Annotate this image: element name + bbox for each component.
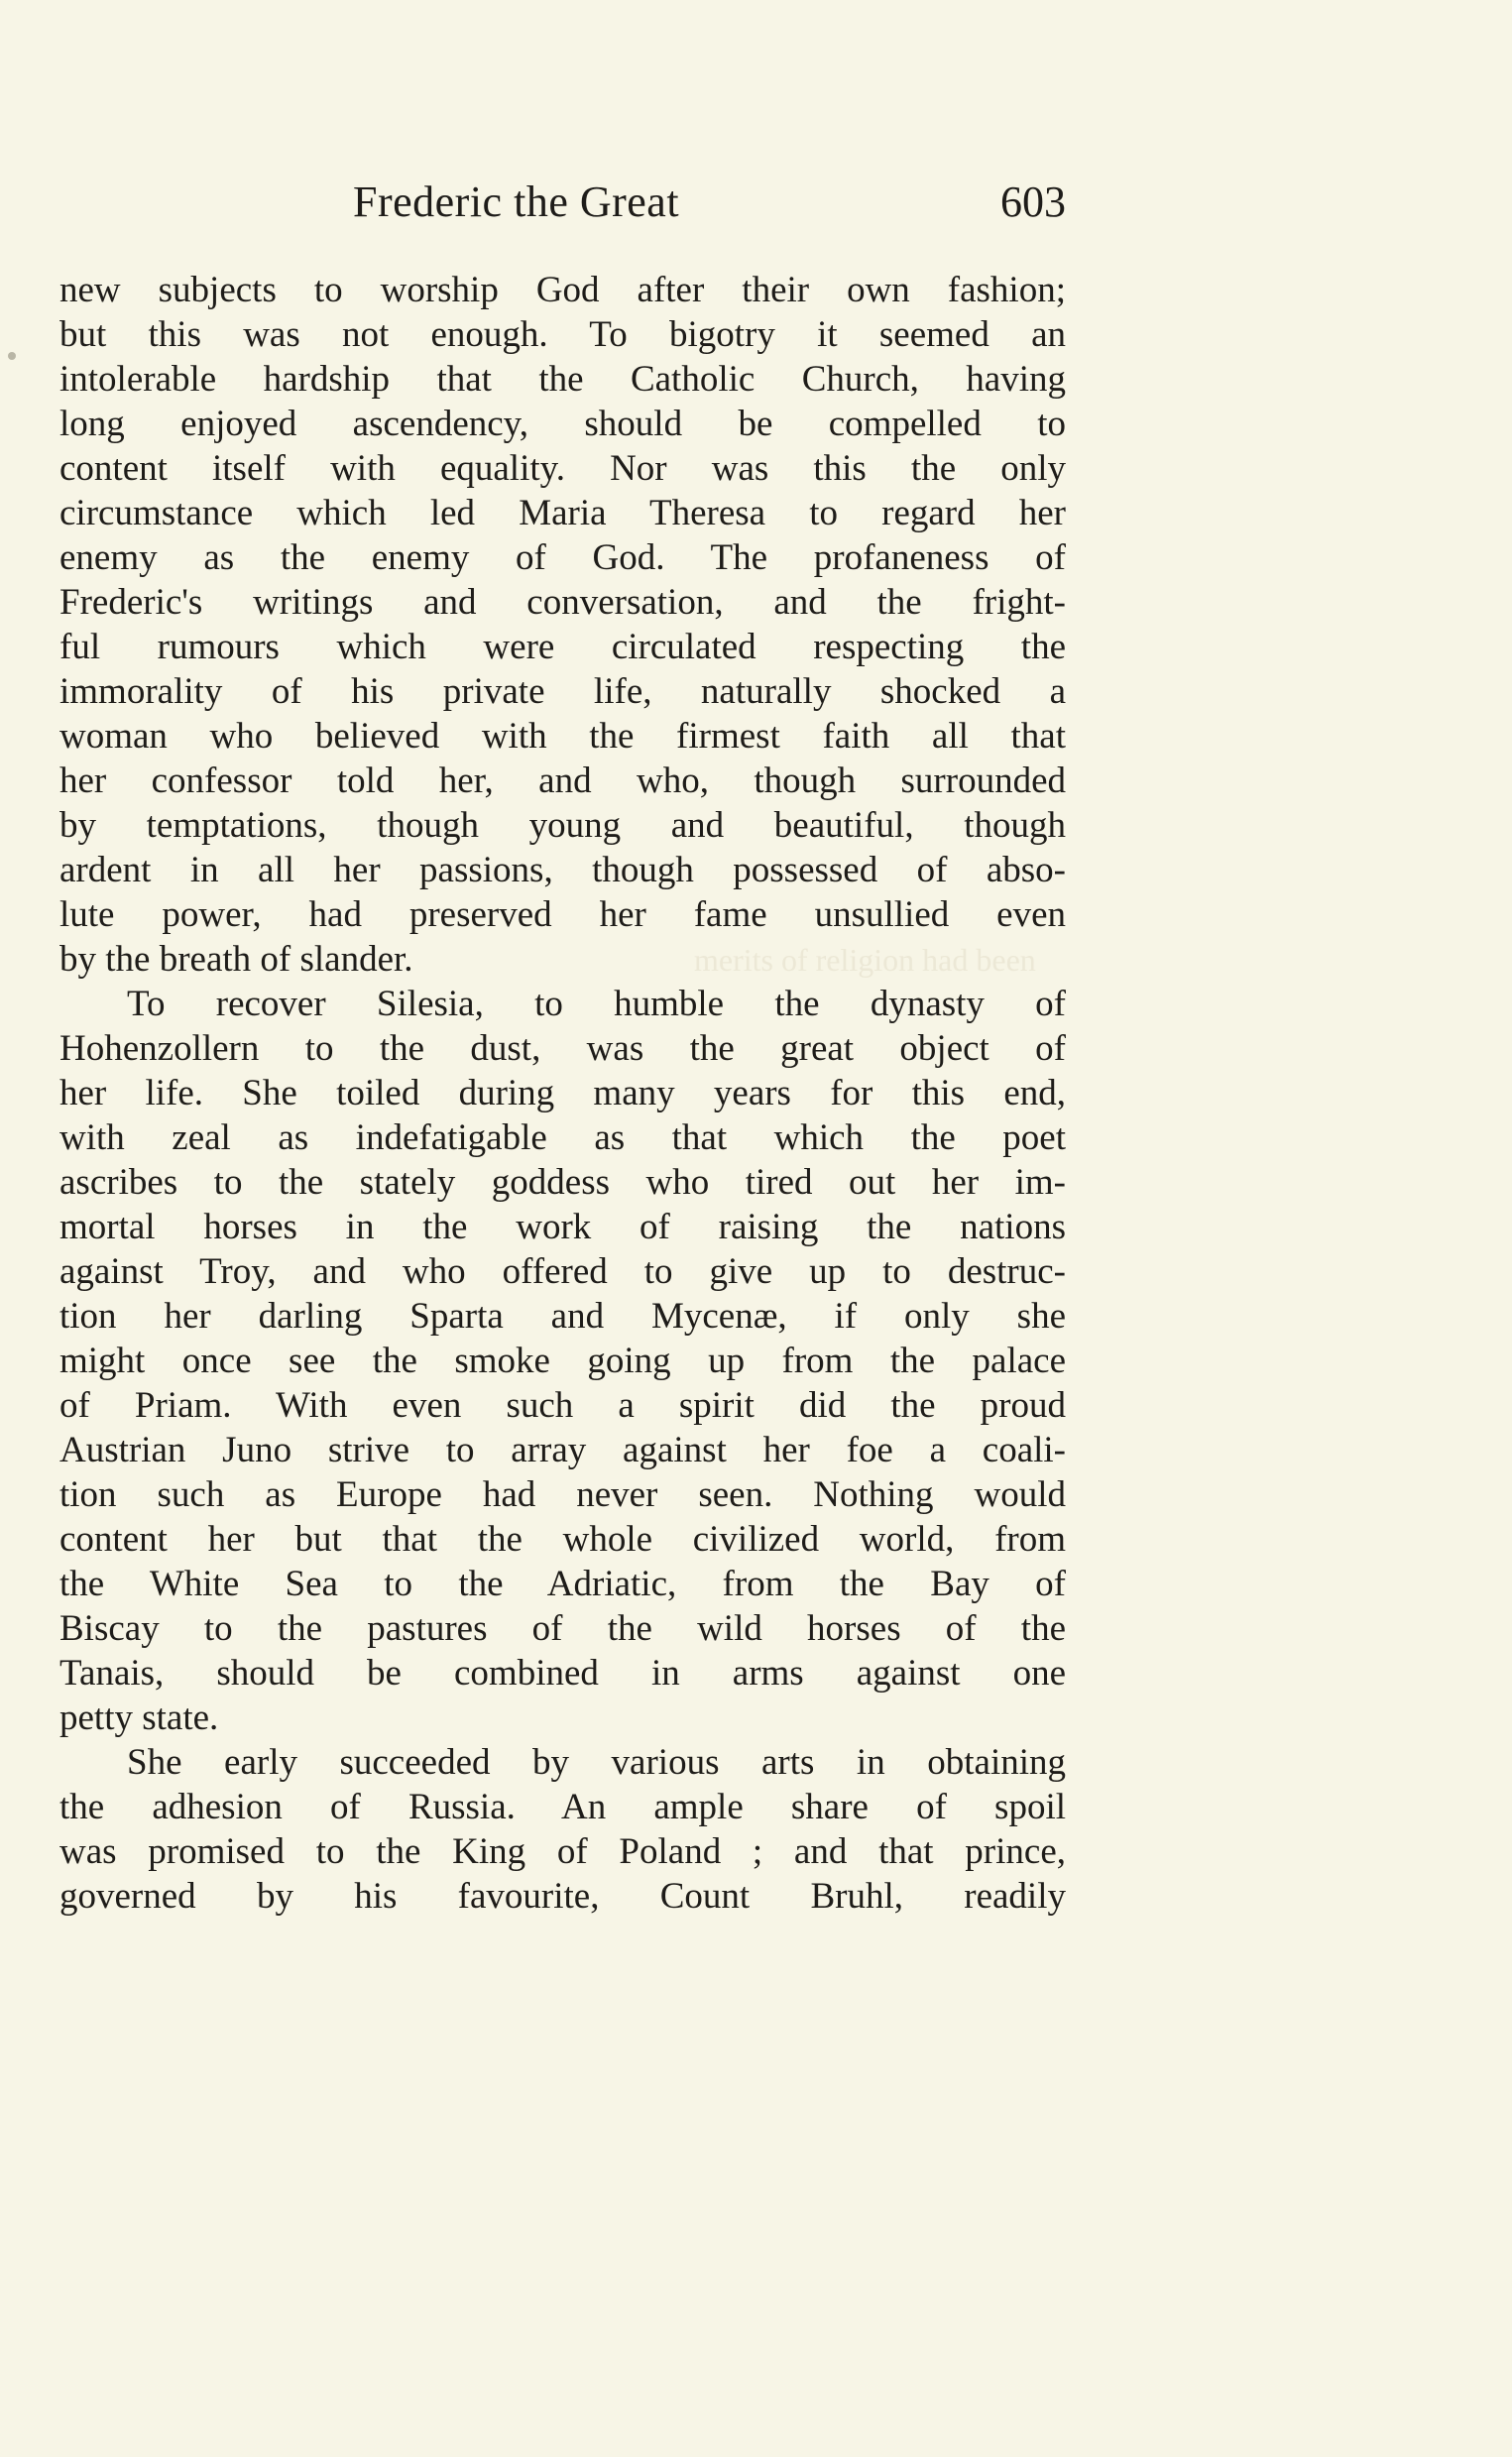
text-line: governed by his favourite, Count Bruhl, readily bbox=[59, 1876, 1066, 1917]
text-line: petty state. bbox=[59, 1697, 219, 1738]
text-line: the adhesion of Russia. An ample share of spoil bbox=[59, 1787, 1066, 1827]
text-line: tion her darling Sparta and Mycenæ, if only she bbox=[59, 1296, 1066, 1337]
text-line: her confessor told her, and who, though surrounded bbox=[59, 760, 1066, 801]
text-line: woman who believed with the firmest faith all that bbox=[59, 716, 1066, 757]
text-line: her life. She toiled during many years for this end, bbox=[59, 1073, 1066, 1113]
bleed-through-text: merits of religion had been bbox=[694, 942, 1036, 978]
text-line: by temptations, though young and beautiful, though bbox=[59, 805, 1066, 846]
text-line: long enjoyed ascendency, should be compelled to bbox=[59, 404, 1066, 444]
text-line: Austrian Juno strive to array against her foe a coali- bbox=[59, 1430, 1066, 1470]
running-head bbox=[59, 176, 1066, 236]
text-line: might once see the smoke going up from the palace bbox=[59, 1341, 1066, 1381]
text-line: was promised to the King of Poland ; and that prince, bbox=[59, 1831, 1066, 1872]
text-line: the White Sea to the Adriatic, from the Bay of bbox=[59, 1564, 1066, 1604]
text-line: of Priam. With even such a spirit did the proud bbox=[59, 1385, 1066, 1426]
page-number: 603 bbox=[1000, 177, 1066, 226]
text-line: Tanais, should be combined in arms against one bbox=[59, 1653, 1066, 1694]
text-line: intolerable hardship that the Catholic Church, having bbox=[59, 359, 1066, 400]
running-title: Frederic the Great bbox=[353, 177, 680, 226]
text-line: content her but that the whole civilized world, from bbox=[59, 1519, 1066, 1560]
text-line: ascribes to the stately goddess who tired out her im- bbox=[59, 1162, 1066, 1203]
text-line: Hohenzollern to the dust, was the great object of bbox=[59, 1028, 1066, 1069]
paper-speck bbox=[8, 352, 16, 360]
text-line: new subjects to worship God after their own fashion; bbox=[59, 270, 1066, 310]
text-line: content itself with equality. Nor was this the only bbox=[59, 448, 1066, 489]
text-line: against Troy, and who offered to give up to destruc- bbox=[59, 1251, 1066, 1292]
paragraph-start-line: To recover Silesia, to humble the dynasty of bbox=[127, 984, 1066, 1024]
text-line: lute power, had preserved her fame unsullied even bbox=[59, 894, 1066, 935]
text-line: ardent in all her passions, though possessed of abso- bbox=[59, 850, 1066, 890]
text-line: tion such as Europe had never seen. Nothing would bbox=[59, 1474, 1066, 1515]
body-text bbox=[59, 268, 1066, 1919]
text-line: Frederic's writings and conversation, and the fright- bbox=[59, 582, 1066, 623]
text-line: mortal horses in the work of raising the nations bbox=[59, 1207, 1066, 1247]
text-line: by the breath of slander. bbox=[59, 939, 413, 980]
text-line: with zeal as indefatigable as that which the poet bbox=[59, 1117, 1066, 1158]
text-line: circumstance which led Maria Theresa to regard her bbox=[59, 493, 1066, 533]
text-line: enemy as the enemy of God. The profaneness of bbox=[59, 537, 1066, 578]
paragraph-start-line: She early succeeded by various arts in obtaining bbox=[127, 1742, 1066, 1783]
text-line: immorality of his private life, naturally shocked a bbox=[59, 671, 1066, 712]
text-line: Biscay to the pastures of the wild horses of the bbox=[59, 1608, 1066, 1649]
text-line: ful rumours which were circulated respecting the bbox=[59, 627, 1066, 667]
text-line: but this was not enough. To bigotry it seemed an bbox=[59, 314, 1066, 355]
